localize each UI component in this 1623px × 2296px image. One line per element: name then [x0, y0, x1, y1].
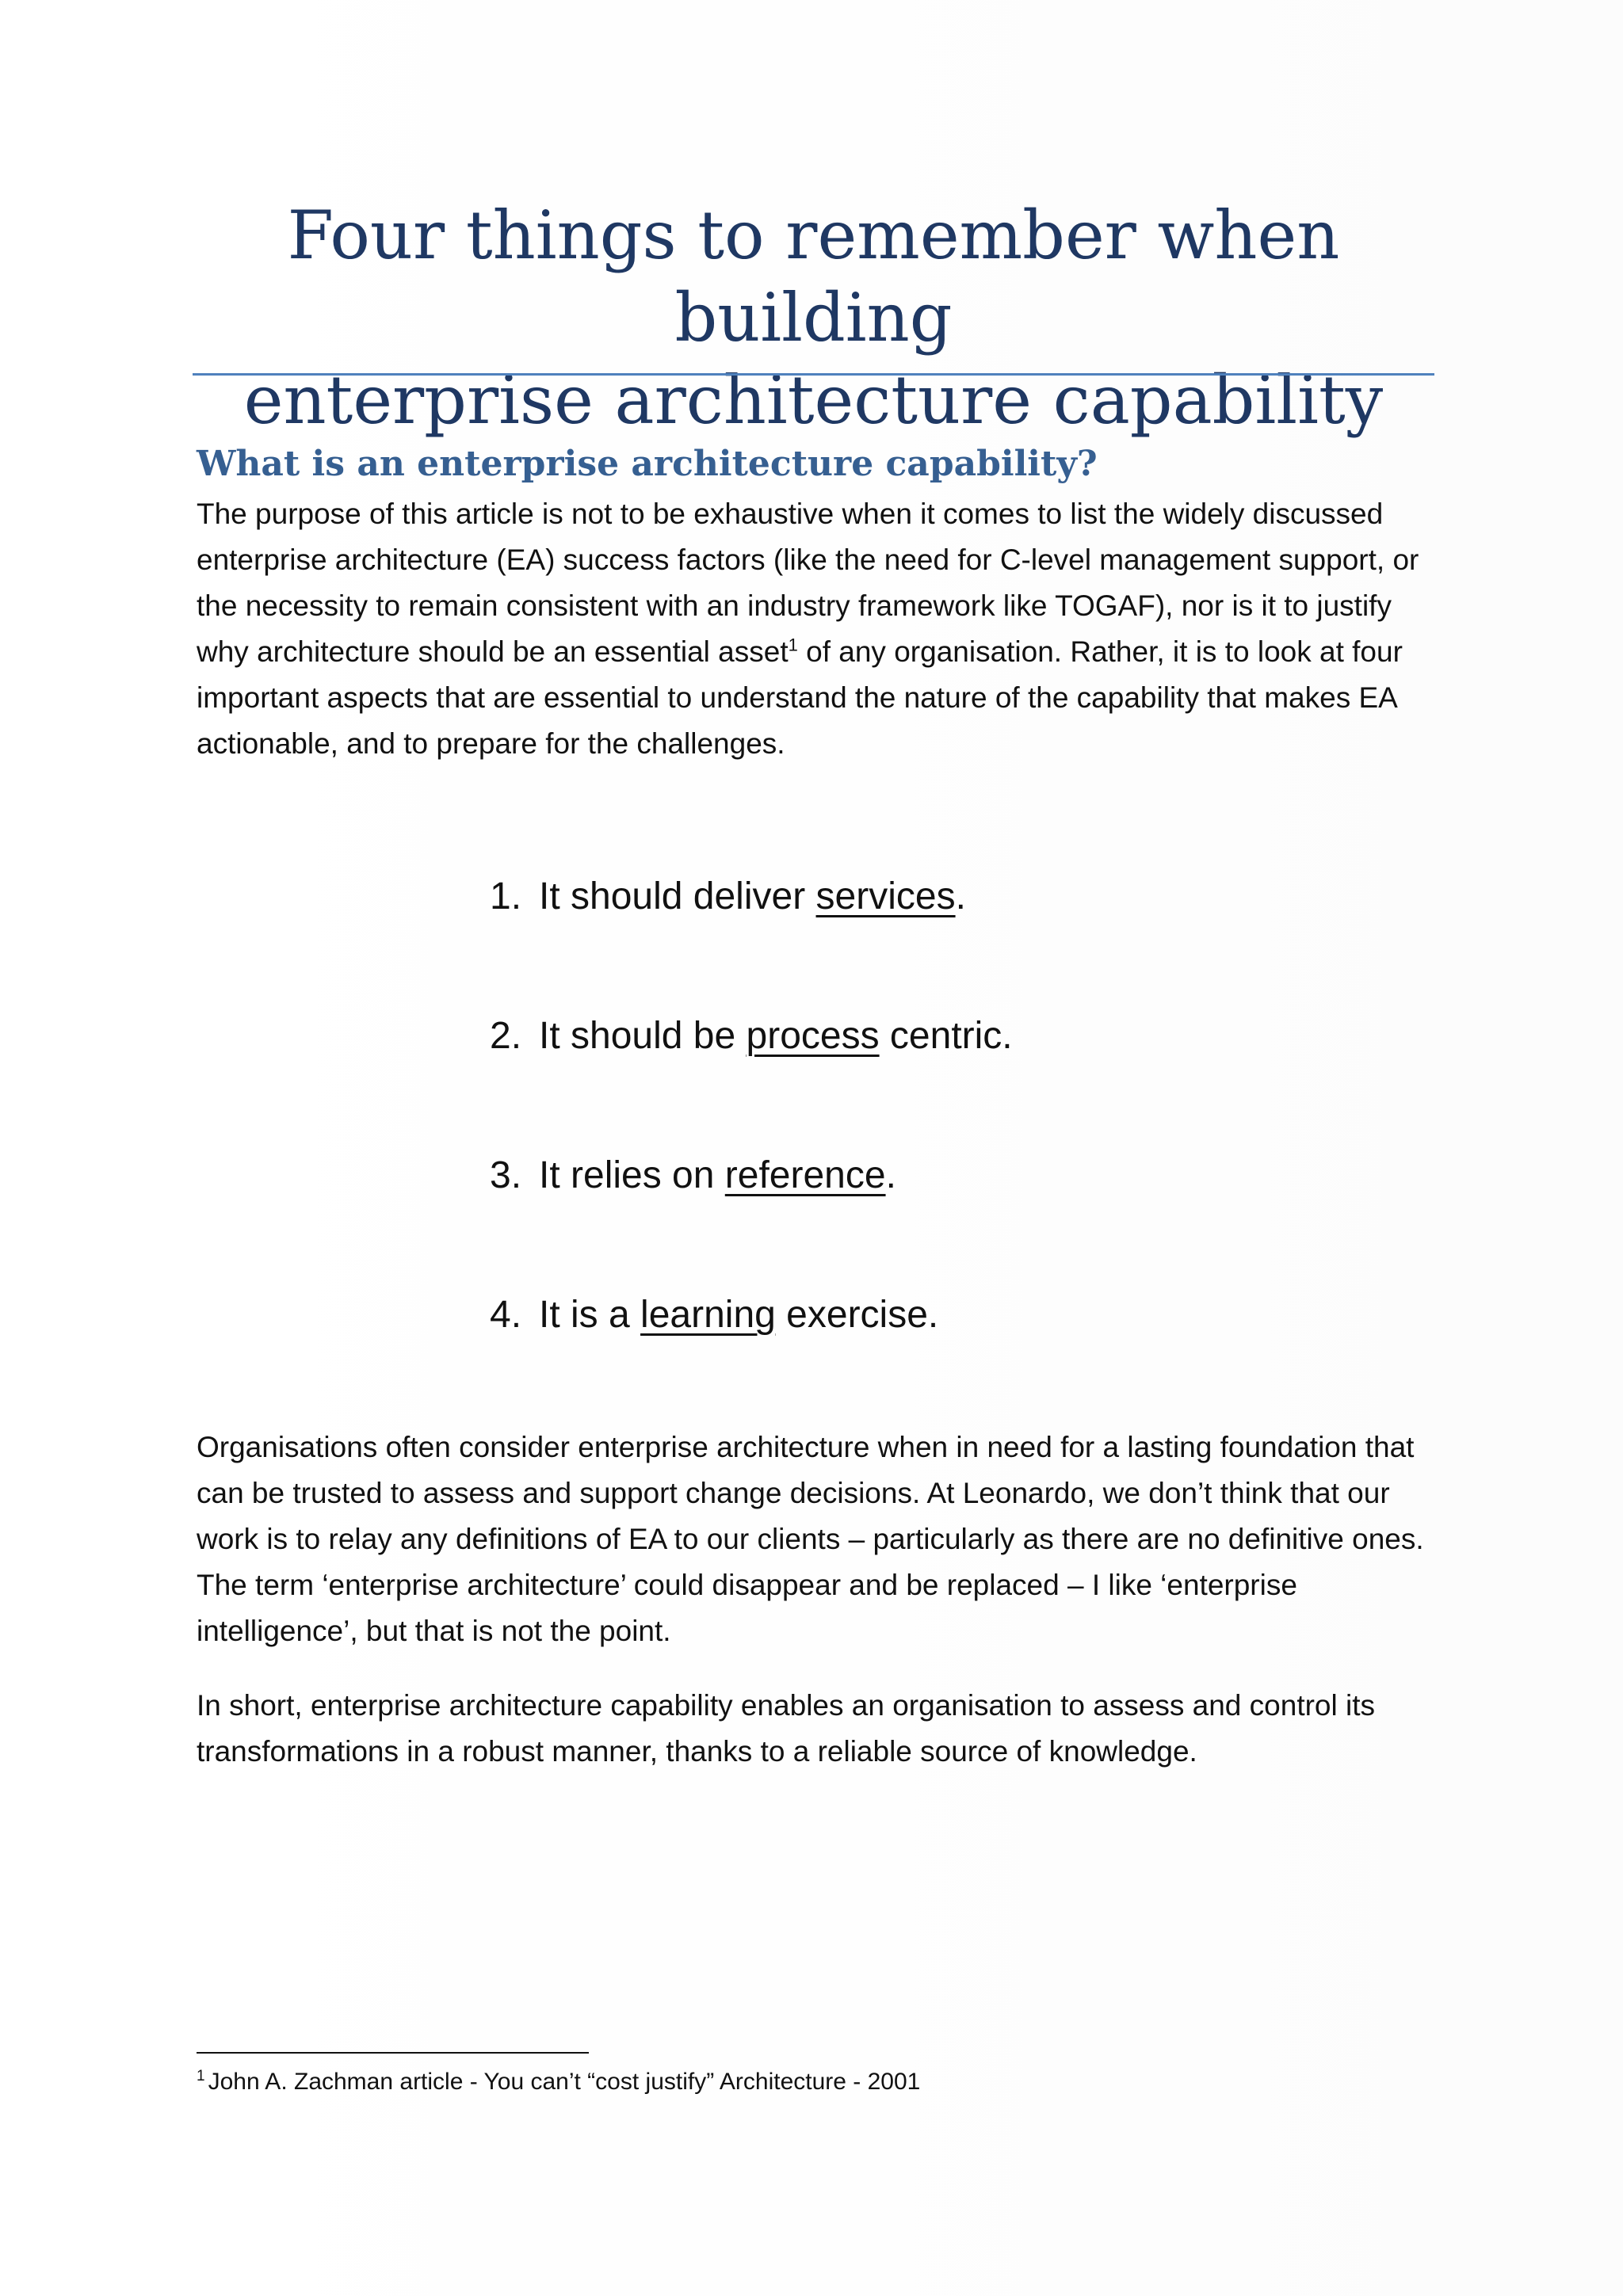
key-point-item [490, 1144, 1013, 1283]
key-point-number: 3. [490, 1154, 522, 1196]
title-underline-rule [193, 373, 1434, 376]
body-paragraph-3: In short, enterprise architecture capability enables an organisation to assess and control its transformations in a robust manner, thanks to a reliable source of knowledge. [197, 1689, 1375, 1768]
key-point-number: 4. [490, 1294, 522, 1336]
key-point-keyword: reference [724, 1154, 886, 1196]
key-point-item [490, 1283, 1013, 1423]
page-title [193, 194, 1434, 441]
title-line-2: enterprise architecture capability [243, 361, 1384, 439]
key-point-text-end: . [885, 1154, 896, 1196]
key-point-text: It should be [539, 1015, 747, 1057]
intro-text-part-2: of any organisation. Rather, it is to look at four important aspects that are essential to understand the nature of the capability that makes EA actionable, and to prepare for the challenges. [197, 635, 1403, 760]
footnote-text: John A. Zachman article - You can’t “cost justify” Architecture - 2001 [208, 2069, 921, 2095]
key-point-number: 1. [490, 875, 522, 917]
footnote-separator [197, 2052, 589, 2054]
footnote [197, 2065, 920, 2100]
section-heading: What is an enterprise architecture capability? [197, 444, 1098, 484]
key-point-text-end: centric. [879, 1015, 1013, 1057]
key-point-item [490, 1005, 1013, 1144]
key-point-number: 2. [490, 1015, 522, 1057]
key-point-text: It is a [539, 1294, 641, 1336]
key-point-item [490, 865, 1013, 1005]
key-point-keyword: learning [640, 1294, 776, 1336]
key-point-keyword: services [815, 875, 956, 917]
key-point-text: It relies on [539, 1154, 725, 1196]
key-point-text: It should deliver [539, 875, 816, 917]
key-points-list [490, 865, 1013, 1423]
key-point-keyword: process [746, 1015, 880, 1057]
footnote-marker: 1 [197, 2068, 205, 2084]
body-paragraph-2: Organisations often consider enterprise architecture when in need for a lasting foundation that can be trusted to assess and support change decisions. At Leonardo, we don’t think that our work is to relay any definitions of EA to our clients – particularly as there are no definitive ones. The term ‘enterprise architecture’ could disappear and be replaced – I like ‘enterprise intelligence’, but that is not the point. [197, 1431, 1424, 1647]
key-point-text-end: . [955, 875, 966, 917]
intro-text-part-1: The purpose of this article is not to be exhaustive when it comes to list the widely discussed enterprise architecture (EA) success factors (like the need for C-level management support, or the necessity to remain consistent with an industry framework like TOGAF), nor is it to justify why architecture should be an essential asset [197, 498, 1419, 668]
intro-paragraph [197, 491, 1449, 767]
title-line-1: Four things to remember when building [287, 196, 1340, 357]
key-point-text-end: exercise. [775, 1294, 939, 1336]
footnote-reference: 1 [788, 635, 798, 655]
